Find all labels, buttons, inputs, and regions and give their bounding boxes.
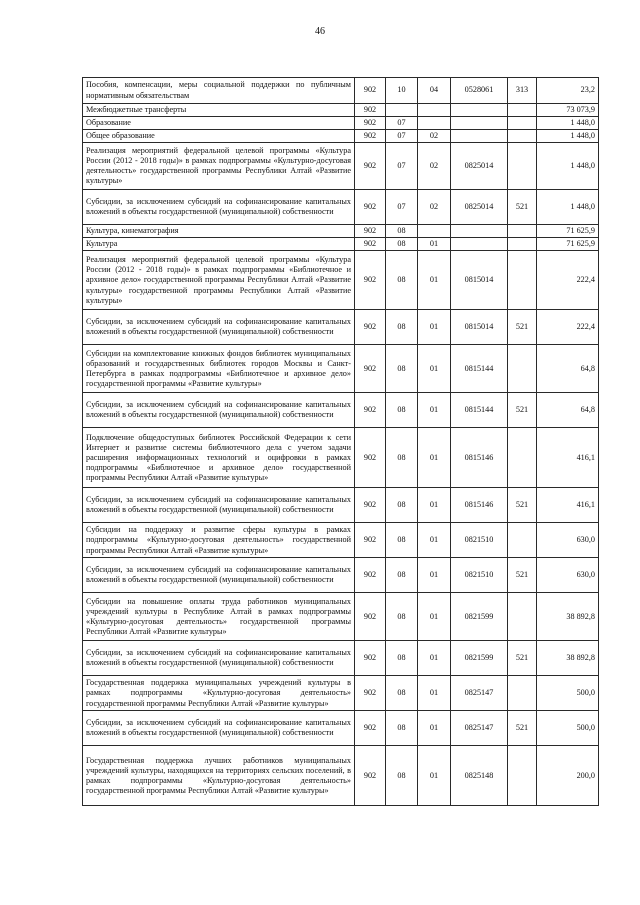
row-description: Субсидии на комплектование книжных фондов библиотек муниципальных образований и государственных библиотек городов Москвы и Санкт-Петербурга в рамках подпрограммы «Библиотечное и архивное дело» государственной программы «Развитие культуры» — [83, 345, 355, 393]
target-article — [451, 238, 508, 251]
amount: 630,0 — [537, 558, 599, 593]
table-row — [83, 488, 599, 523]
row-description: Реализация мероприятий федеральной целевой программы «Культура России (2012 - 2018 годы)» в рамках подпрограммы «Библиотечное и архивное дело» государственной программы Республики Алтай «Развитие культуры» государственной программы Республики Алтай «Развитие культуры» — [83, 251, 355, 310]
budget-table — [82, 77, 599, 806]
ministry-code: 902 — [355, 641, 386, 676]
ministry-code: 902 — [355, 143, 386, 190]
table-row — [83, 558, 599, 593]
table-row — [83, 711, 599, 746]
table-row — [83, 104, 599, 117]
amount: 1 448,0 — [537, 190, 599, 225]
ministry-code: 902 — [355, 345, 386, 393]
ministry-code: 902 — [355, 238, 386, 251]
table-row — [83, 428, 599, 488]
expense-type: 521 — [508, 641, 537, 676]
target-article: 0815144 — [451, 345, 508, 393]
amount: 1 448,0 — [537, 143, 599, 190]
table-row — [83, 143, 599, 190]
amount: 38 892,8 — [537, 641, 599, 676]
section-code: 08 — [386, 641, 418, 676]
section-code: 08 — [386, 251, 418, 310]
row-description: Субсидии, за исключением субсидий на софинансирование капитальных вложений в объекты государственной (муниципальной) собственности — [83, 488, 355, 523]
section-code: 07 — [386, 117, 418, 130]
table-row — [83, 593, 599, 641]
section-code: 08 — [386, 558, 418, 593]
target-article: 0815014 — [451, 310, 508, 345]
row-description: Образование — [83, 117, 355, 130]
ministry-code: 902 — [355, 676, 386, 711]
table-row — [83, 78, 599, 104]
section-code: 08 — [386, 746, 418, 806]
section-code: 08 — [386, 428, 418, 488]
ministry-code: 902 — [355, 251, 386, 310]
section-code — [386, 104, 418, 117]
subsection-code: 01 — [418, 641, 451, 676]
expense-type — [508, 345, 537, 393]
expense-type: 521 — [508, 393, 537, 428]
row-description: Субсидии, за исключением субсидий на софинансирование капитальных вложений в объекты государственной (муниципальной) собственности — [83, 310, 355, 345]
target-article — [451, 104, 508, 117]
ministry-code: 902 — [355, 593, 386, 641]
table-row — [83, 393, 599, 428]
row-description: Культура — [83, 238, 355, 251]
target-article: 0825148 — [451, 746, 508, 806]
expense-type: 521 — [508, 310, 537, 345]
section-code: 08 — [386, 711, 418, 746]
expense-type: 521 — [508, 190, 537, 225]
subsection-code: 01 — [418, 746, 451, 806]
ministry-code: 902 — [355, 225, 386, 238]
target-article: 0825014 — [451, 143, 508, 190]
table-row — [83, 641, 599, 676]
amount: 222,4 — [537, 251, 599, 310]
table-row — [83, 523, 599, 558]
row-description: Культура, кинематография — [83, 225, 355, 238]
table-row — [83, 746, 599, 806]
row-description: Субсидии, за исключением субсидий на софинансирование капитальных вложений в объекты государственной (муниципальной) собственности — [83, 558, 355, 593]
expense-type — [508, 104, 537, 117]
amount: 1 448,0 — [537, 117, 599, 130]
amount: 222,4 — [537, 310, 599, 345]
table-row — [83, 190, 599, 225]
table-row — [83, 251, 599, 310]
ministry-code: 902 — [355, 130, 386, 143]
ministry-code: 902 — [355, 393, 386, 428]
subsection-code: 01 — [418, 345, 451, 393]
target-article — [451, 117, 508, 130]
ministry-code: 902 — [355, 104, 386, 117]
target-article: 0825014 — [451, 190, 508, 225]
target-article: 0815144 — [451, 393, 508, 428]
subsection-code: 02 — [418, 130, 451, 143]
expense-type: 521 — [508, 558, 537, 593]
table-row — [83, 238, 599, 251]
ministry-code: 902 — [355, 310, 386, 345]
ministry-code: 902 — [355, 746, 386, 806]
target-article: 0528061 — [451, 78, 508, 104]
target-article: 0825147 — [451, 711, 508, 746]
amount: 416,1 — [537, 428, 599, 488]
table-row — [83, 225, 599, 238]
target-article — [451, 130, 508, 143]
expense-type — [508, 746, 537, 806]
subsection-code — [418, 104, 451, 117]
subsection-code: 01 — [418, 238, 451, 251]
expense-type — [508, 428, 537, 488]
amount: 1 448,0 — [537, 130, 599, 143]
section-code: 08 — [386, 345, 418, 393]
subsection-code: 01 — [418, 393, 451, 428]
expense-type — [508, 130, 537, 143]
section-code: 08 — [386, 676, 418, 711]
ministry-code: 902 — [355, 117, 386, 130]
target-article: 0821599 — [451, 641, 508, 676]
amount: 64,8 — [537, 345, 599, 393]
subsection-code: 01 — [418, 523, 451, 558]
subsection-code: 01 — [418, 251, 451, 310]
row-description: Субсидии, за исключением субсидий на софинансирование капитальных вложений в объекты государственной (муниципальной) собственности — [83, 190, 355, 225]
amount: 630,0 — [537, 523, 599, 558]
subsection-code: 01 — [418, 593, 451, 641]
section-code: 08 — [386, 393, 418, 428]
expense-type — [508, 523, 537, 558]
target-article: 0825147 — [451, 676, 508, 711]
row-description: Субсидии, за исключением субсидий на софинансирование капитальных вложений в объекты государственной (муниципальной) собственности — [83, 393, 355, 428]
subsection-code: 01 — [418, 428, 451, 488]
ministry-code: 902 — [355, 558, 386, 593]
target-article: 0815146 — [451, 488, 508, 523]
ministry-code: 902 — [355, 523, 386, 558]
target-article: 0815146 — [451, 428, 508, 488]
row-description: Субсидии на поддержку и развитие сферы культуры в рамках подпрограммы «Культурно-досуговая деятельность» государственной программы Республики Алтай «Развитие культуры» — [83, 523, 355, 558]
subsection-code — [418, 117, 451, 130]
subsection-code: 01 — [418, 310, 451, 345]
expense-type — [508, 238, 537, 251]
amount: 500,0 — [537, 676, 599, 711]
amount: 38 892,8 — [537, 593, 599, 641]
expense-type: 521 — [508, 711, 537, 746]
section-code: 08 — [386, 488, 418, 523]
row-description: Субсидии, за исключением субсидий на софинансирование капитальных вложений в объекты государственной (муниципальной) собственности — [83, 711, 355, 746]
page-number: 46 — [315, 26, 325, 37]
section-code: 07 — [386, 130, 418, 143]
target-article: 0821510 — [451, 523, 508, 558]
subsection-code: 01 — [418, 488, 451, 523]
row-description: Межбюджетные трансферты — [83, 104, 355, 117]
row-description: Субсидии, за исключением субсидий на софинансирование капитальных вложений в объекты государственной (муниципальной) собственности — [83, 641, 355, 676]
section-code: 08 — [386, 593, 418, 641]
section-code: 10 — [386, 78, 418, 104]
row-description: Пособия, компенсации, меры социальной поддержки по публичным нормативным обязательствам — [83, 78, 355, 104]
ministry-code: 902 — [355, 711, 386, 746]
target-article: 0821599 — [451, 593, 508, 641]
subsection-code: 02 — [418, 190, 451, 225]
subsection-code: 02 — [418, 143, 451, 190]
subsection-code: 04 — [418, 78, 451, 104]
table-row — [83, 676, 599, 711]
expense-type: 313 — [508, 78, 537, 104]
expense-type — [508, 593, 537, 641]
target-article — [451, 225, 508, 238]
expense-type: 521 — [508, 488, 537, 523]
expense-type — [508, 251, 537, 310]
table-row — [83, 117, 599, 130]
ministry-code: 902 — [355, 428, 386, 488]
row-description: Общее образование — [83, 130, 355, 143]
section-code: 07 — [386, 143, 418, 190]
table-row — [83, 130, 599, 143]
expense-type — [508, 143, 537, 190]
ministry-code: 902 — [355, 78, 386, 104]
row-description: Подключение общедоступных библиотек Российской Федерации к сети Интернет и развитие системы библиотечного дела с учетом задачи расширения информационных технологий и оцифровки в рамках подпрограммы «Библиотечное и архивное дело» государственной программы Республики Алтай «Развитие культуры» — [83, 428, 355, 488]
amount: 416,1 — [537, 488, 599, 523]
target-article: 0815014 — [451, 251, 508, 310]
expense-type — [508, 225, 537, 238]
subsection-code: 01 — [418, 676, 451, 711]
subsection-code: 01 — [418, 558, 451, 593]
expense-type — [508, 117, 537, 130]
amount: 71 625,9 — [537, 225, 599, 238]
amount: 200,0 — [537, 746, 599, 806]
section-code: 08 — [386, 310, 418, 345]
section-code: 07 — [386, 190, 418, 225]
ministry-code: 902 — [355, 190, 386, 225]
section-code: 08 — [386, 225, 418, 238]
amount: 500,0 — [537, 711, 599, 746]
table-row — [83, 345, 599, 393]
expense-type — [508, 676, 537, 711]
section-code: 08 — [386, 238, 418, 251]
subsection-code: 01 — [418, 711, 451, 746]
table-row — [83, 310, 599, 345]
table-body — [83, 78, 599, 806]
section-code: 08 — [386, 523, 418, 558]
row-description: Реализация мероприятий федеральной целевой программы «Культура России (2012 - 2018 годы)» в рамках подпрограммы «Культурно-досуговая деятельность» государственной программы Республики Алтай «Развитие культуры» — [83, 143, 355, 190]
amount: 64,8 — [537, 393, 599, 428]
row-description: Государственная поддержка муниципальных учреждений культуры в рамках подпрограммы «Культурно-досуговая деятельность» государственной программы Республики Алтай «Развитие культуры» — [83, 676, 355, 711]
amount: 23,2 — [537, 78, 599, 104]
row-description: Субсидии на повышение оплаты труда работников муниципальных учреждений культуры в Республике Алтай в рамках подпрограммы «Культурно-досуговая деятельность» государственной программы Республики Алтай «Развитие культуры» — [83, 593, 355, 641]
target-article: 0821510 — [451, 558, 508, 593]
amount: 71 625,9 — [537, 238, 599, 251]
ministry-code: 902 — [355, 488, 386, 523]
amount: 73 073,9 — [537, 104, 599, 117]
subsection-code — [418, 225, 451, 238]
row-description: Государственная поддержка лучших работников муниципальных учреждений культуры, находящихся на территориях сельских поселений, в рамках подпрограммы «Культурно-досуговая деятельность» государственной программы Республики Алтай «Развитие культуры» — [83, 746, 355, 806]
